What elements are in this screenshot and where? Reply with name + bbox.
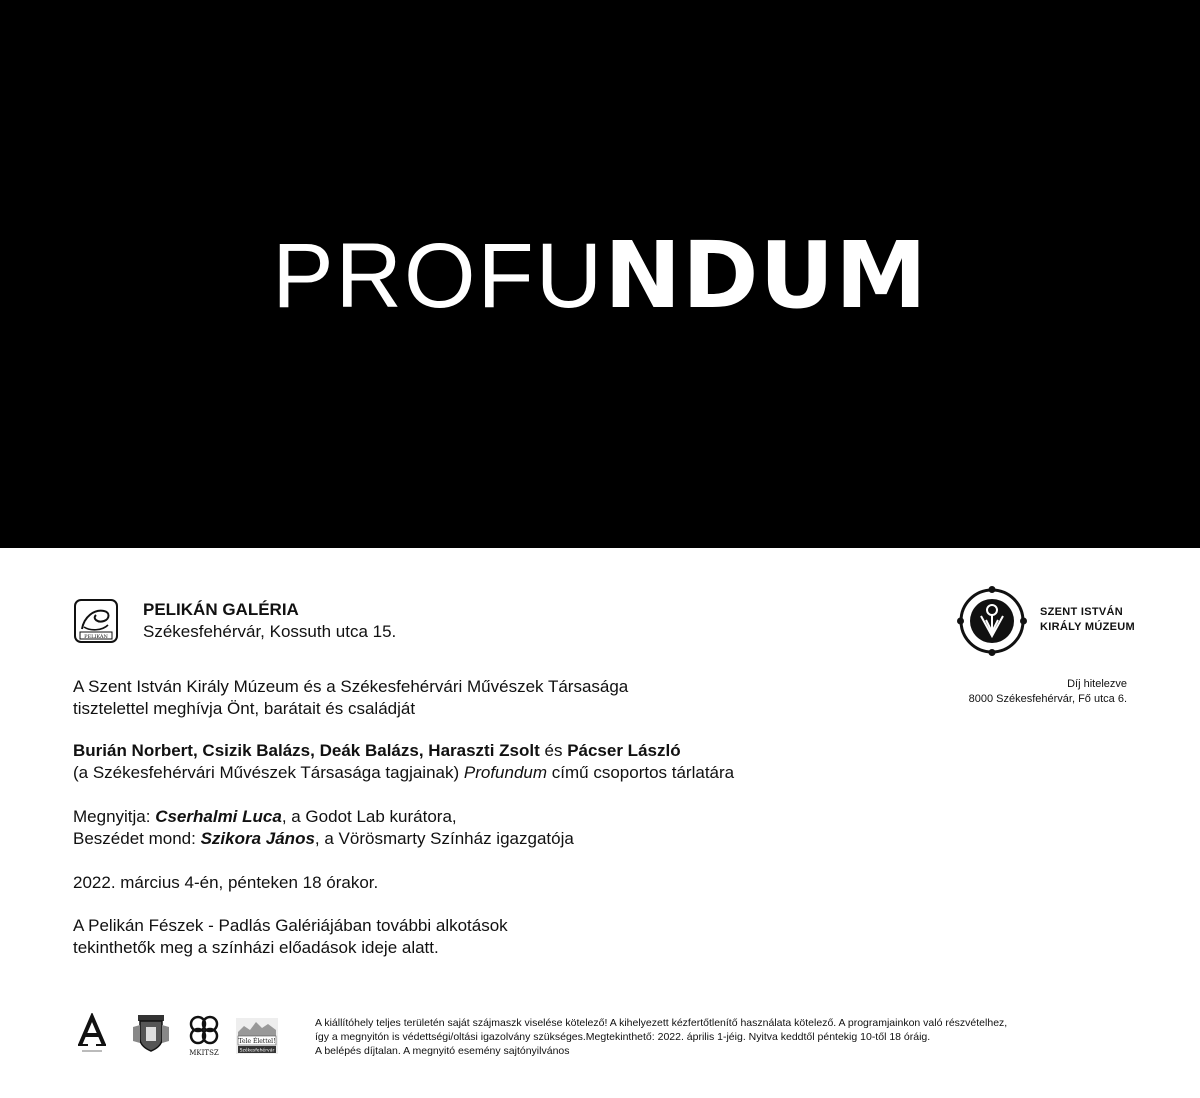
artist-name: Csizik Balázs xyxy=(202,741,311,760)
hero-banner xyxy=(0,0,1200,548)
artist-name: Burián Norbert xyxy=(73,741,193,760)
invitation-intro xyxy=(73,676,628,720)
mkitsz-logo xyxy=(185,1013,223,1057)
museum-name-line-1: SZENT ISTVÁN xyxy=(1040,606,1124,618)
extra-line-2: tekinthetők meg a színházi előadások ideje alatt. xyxy=(73,938,439,957)
opener-name: Cserhalmi Luca xyxy=(155,807,282,826)
intro-line-1: A Szent István Király Múzeum és a Székesfehérvári Művészek Társasága xyxy=(73,677,629,696)
notice-line-1: A kiállítóhely teljes területén saját szájmaszk viselése kötelező! A kihelyezett kézfertőtlenítő használata kötelező. A programjainkon való részvételhez, xyxy=(315,1017,1008,1029)
opener-line: Megnyitja: Cserhalmi Luca, a Godot Lab kurátora, xyxy=(73,807,457,826)
tele-elettel-logo xyxy=(236,1018,278,1054)
exhibition-description: (a Székesfehérvári Művészek Társasága tagjainak) Profundum című csoportos tárlatára xyxy=(73,763,735,782)
extra-line-1: A Pelikán Fészek - Padlás Galériájában további alkotások xyxy=(73,916,508,935)
event-date: 2022. március 4-én, pénteken 18 órakor. xyxy=(73,873,379,892)
speakers-block xyxy=(73,806,574,850)
intro-line-2: tisztelettel meghívja Önt, barátait és családját xyxy=(73,699,416,718)
speaker-name: Szikora János xyxy=(200,829,315,848)
exhibition-title xyxy=(0,222,1200,329)
postage-line-1: Díj hitelezve xyxy=(1067,678,1127,690)
extra-info xyxy=(73,915,508,959)
artist-name: Haraszti Zsolt xyxy=(428,741,540,760)
artist-name: Deák Balázs xyxy=(319,741,419,760)
title-bold-part: NDUM xyxy=(604,222,928,329)
artist-name: Pácser László xyxy=(567,741,681,760)
venue-name: PELIKÁN GALÉRIA xyxy=(143,600,299,619)
city-coat-of-arms-icon xyxy=(130,1013,172,1053)
museum-name xyxy=(1040,605,1135,635)
artists-line: Burián Norbert, Csizik Balázs, Deák Balázs, Haraszti Zsolt és Pácser László xyxy=(73,741,681,760)
artists-block xyxy=(73,740,734,784)
museum-logo xyxy=(957,586,1027,656)
notice-line-2: így a megnyitón is védettségi/oltási igazolvány szükséges.Megtekinthető: 2022. április 1-jéig. Nyitva keddtől péntekig 10-től 18 óráig. xyxy=(315,1031,931,1043)
speaker-line: Beszédet mond: Szikora János, a Vörösmarty Színház igazgatója xyxy=(73,829,574,848)
covid-notice xyxy=(315,1016,1145,1058)
museum-name-line-2: KIRÁLY MÚZEUM xyxy=(1040,621,1135,633)
venue-address: Székesfehérvár, Kossuth utca 15. xyxy=(143,622,397,641)
a-letter-logo xyxy=(76,1013,108,1055)
tele-label: Tele Élettel! xyxy=(238,1038,276,1045)
mkitsz-label: MKITSZ xyxy=(189,1049,219,1057)
title-light-part: PROFU xyxy=(272,225,605,327)
tele-sub-label: Székesfehérvár xyxy=(239,1048,275,1054)
pelikan-logo xyxy=(74,599,118,643)
exhibition-title-inline: Profundum xyxy=(463,763,548,782)
pelikan-logo-caption: PELIKÁN xyxy=(84,634,108,640)
postage-line-2: 8000 Székesfehérvár, Fő utca 6. xyxy=(968,693,1127,705)
notice-line-3: A belépés díjtalan. A megnyitó esemény sajtónyilvános xyxy=(315,1045,570,1057)
postage-info xyxy=(969,677,1127,707)
